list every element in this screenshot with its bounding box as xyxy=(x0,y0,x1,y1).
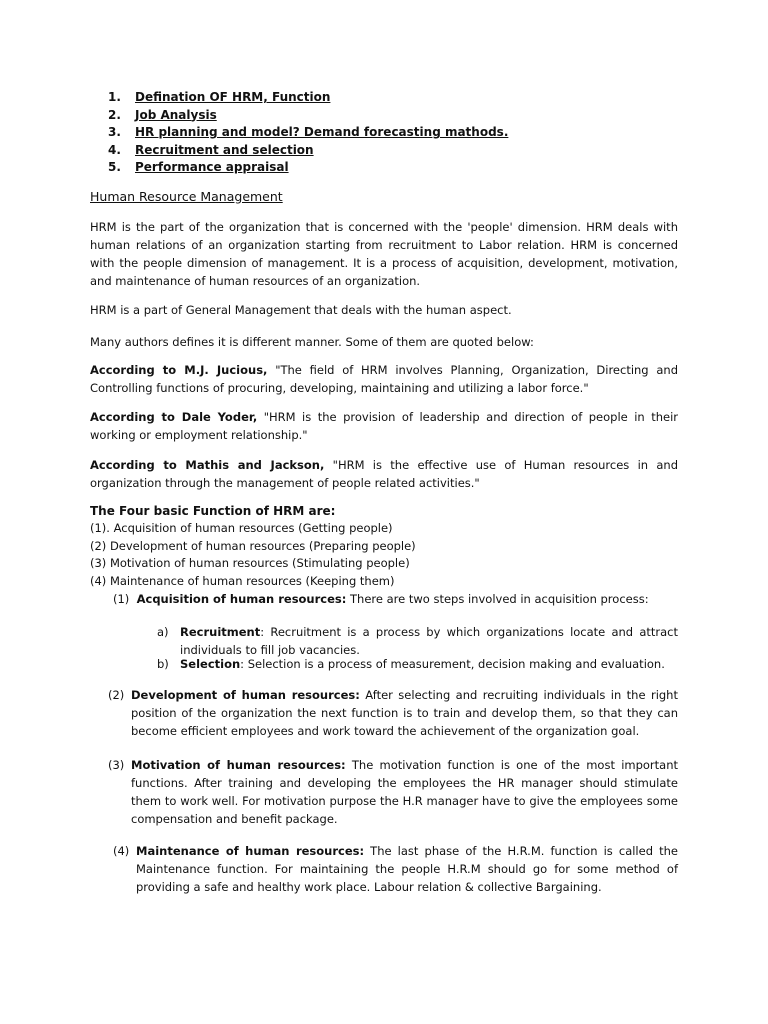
quote-text: "HRM is the effective use of Human resources in and organization through the management of people related activities." xyxy=(90,458,678,490)
maintenance-text: The last phase of the H.R.M. function is called the Maintenance function. For maintaining the people H.R.M should go for some method of providing a safe and healthy work place. Labour relation & collective Bargaining. xyxy=(136,844,678,894)
toc-item: 1. Defination OF HRM, Function xyxy=(108,90,331,104)
selection-item xyxy=(180,655,678,673)
toc-item-text: Performance appraisal xyxy=(135,160,289,174)
toc-item-text: Defination OF HRM, Function xyxy=(135,90,331,104)
quote-author: According to Dale Yoder xyxy=(90,410,253,424)
subitem-letter: b) xyxy=(157,657,169,671)
acquisition-item: (1) Acquisition of human resources: There are two steps involved in acquisition process: xyxy=(113,592,649,606)
toc-item: 3. HR planning and model? Demand forecasting mathods. xyxy=(108,125,509,139)
motivation-num: (3) xyxy=(108,758,125,772)
functions-list-item: (4) Maintenance of human resources (Keeping them) xyxy=(90,574,395,588)
intro-paragraph: Many authors defines it is different manner. Some of them are quoted below: xyxy=(90,335,534,349)
development-text: After selecting and recruiting individuals in the right position of the organization the next function is to train and develop them, so that they can become efficient employees and work toward the achievement of the organization goal. xyxy=(131,688,678,738)
functions-list-item: (2) Development of human resources (Preparing people) xyxy=(90,539,416,553)
quote-paragraph xyxy=(90,456,678,492)
functions-heading: The Four basic Function of HRM are: xyxy=(90,504,336,518)
intro-paragraph: HRM is the part of the organization that is concerned with the 'people' dimension. HRM deals with human relations of an organization starting from recruitment to Labor relation. HRM is concerned with the people dimension of management. It is a process of acquisition, development, motivation, and maintenance of human resources of an organization. xyxy=(90,220,678,288)
motivation-text: The motivation function is one of the most important functions. After training and developing the employees the HR manager should stimulate them to work well. For motivation purpose the H.R manager have to give the employees some compensation and benefit package. xyxy=(131,758,679,826)
development-title: Development of human resources: xyxy=(131,688,360,702)
subitem-letter: a) xyxy=(157,625,169,639)
quote-text: "HRM is the provision of leadership and direction of people in their working or employment relationship." xyxy=(90,410,678,442)
selection-title: Selection xyxy=(180,657,241,671)
maintenance-num: (4) xyxy=(113,844,130,858)
recruitment-title: Recruitment xyxy=(180,625,261,639)
maintenance-title: Maintenance of human resources: xyxy=(136,844,365,858)
toc-item-text: Job Analysis xyxy=(135,107,217,122)
recruitment-text: : Recruitment is a process by which organizations locate and attract individuals to fill job vacancies. xyxy=(180,625,678,657)
toc-item: 2. Job Analysis xyxy=(108,107,217,122)
quote-author: According to Mathis and Jackson, xyxy=(90,458,325,472)
functions-list-item: (3) Motivation of human resources (Stimulating people) xyxy=(90,556,410,570)
intro-paragraph: HRM is a part of General Management that deals with the human aspect. xyxy=(90,303,512,317)
motivation-title: Motivation of human resources: xyxy=(131,758,346,772)
development-item xyxy=(131,686,678,740)
motivation-item xyxy=(131,756,678,828)
quote-author: According to M.J. Jucious xyxy=(90,363,264,377)
maintenance-item xyxy=(136,842,678,896)
recruitment-item xyxy=(180,623,678,659)
development-num: (2) xyxy=(108,688,125,702)
toc-item: 5. Performance appraisal xyxy=(108,160,289,174)
acquisition-title: Acquisition of human resources: xyxy=(136,592,347,606)
toc-list xyxy=(108,89,508,177)
functions-list-item: (1). Acquisition of human resources (Getting people) xyxy=(90,521,393,535)
section-heading: Human Resource Management xyxy=(90,189,283,204)
toc-item-text: HR planning and model? Demand forecasting mathods. xyxy=(135,125,509,139)
acquisition-text: There are two steps involved in acquisition process: xyxy=(346,592,649,606)
quote-paragraph: According to M.J. Jucious, "The field of HRM involves Planning, Organization, Directing and Controlling functions of procuring, developing, maintaining and utilizing a labor force." xyxy=(90,363,679,395)
quote-text: "The field of HRM involves Planning, Organization, Directing and Controlling functions of procuring, developing, maintaining and utilizing a labor force." xyxy=(90,363,679,395)
quote-paragraph: According to Dale Yoder, "HRM is the provision of leadership and direction of people in their working or employment relationship." xyxy=(90,410,678,442)
toc-item-text: Recruitment and selection xyxy=(135,142,314,157)
selection-text: : Selection is a process of measurement, decision making and evaluation. xyxy=(240,657,665,671)
toc-item: 4. Recruitment and selection xyxy=(108,142,314,157)
